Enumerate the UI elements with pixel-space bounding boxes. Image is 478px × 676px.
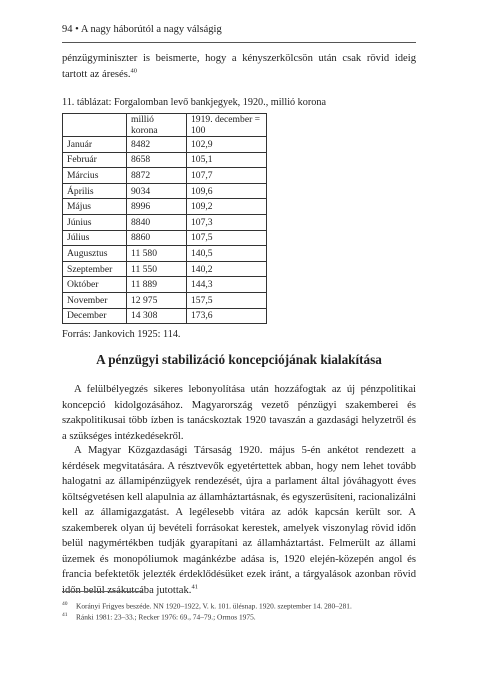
month-cell: Február [63, 152, 127, 168]
month-cell: Június [63, 214, 127, 230]
value-cell: 8840 [127, 214, 187, 230]
month-cell: Október [63, 277, 127, 293]
month-cell: Szeptember [63, 261, 127, 277]
month-cell: Május [63, 199, 127, 215]
banknotes-table [62, 113, 267, 324]
index-cell: 140,5 [187, 246, 267, 262]
table-row [63, 137, 267, 153]
month-cell: Március [63, 168, 127, 184]
header-rule [62, 42, 416, 43]
month-cell: November [63, 292, 127, 308]
index-cell: 157,5 [187, 292, 267, 308]
table-row [63, 292, 267, 308]
table-header-cell: millió korona [127, 114, 187, 137]
index-cell: 109,6 [187, 183, 267, 199]
month-cell: Július [63, 230, 127, 246]
value-cell: 8872 [127, 168, 187, 184]
table-header-cell: 1919. december = 100 [187, 114, 267, 137]
footnote-text: Ránki 1981: 23–33.; Recker 1976: 69., 74–79.; Ormos 1975. [76, 612, 256, 622]
value-cell: 8482 [127, 137, 187, 153]
footnote-number: 41 [62, 612, 68, 618]
table-source: Forrás: Jankovich 1925: 114. [62, 329, 181, 340]
table-row [63, 277, 267, 293]
table-row [63, 230, 267, 246]
month-cell: December [63, 308, 127, 324]
table-row [63, 308, 267, 324]
index-cell: 105,1 [187, 152, 267, 168]
month-cell: Augusztus [63, 246, 127, 262]
table-row [63, 214, 267, 230]
table-caption: 11. táblázat: Forgalomban levő bankjegyek, 1920., millió korona [62, 97, 326, 108]
month-cell: Január [63, 137, 127, 153]
value-cell: 9034 [127, 183, 187, 199]
intro-paragraph-text: pénzügyminiszter is beismerte, hogy a kényszerkölcsön után csak rövid ideig tartott az áresés. [62, 53, 416, 80]
table-row [63, 261, 267, 277]
table-row [63, 246, 267, 262]
value-cell: 11 580 [127, 246, 187, 262]
footnote-rule [62, 591, 142, 592]
month-cell: Április [63, 183, 127, 199]
table-body [63, 137, 267, 324]
footnote-text: Korányi Frigyes beszéde. NN 1920–1922, V. k. 101. ülésnap. 1920. szeptember 14. 280–281. [76, 601, 352, 611]
table-row [63, 199, 267, 215]
index-cell: 102,9 [187, 137, 267, 153]
table-header-cell [63, 114, 127, 137]
running-head: 94 • A nagy háborútól a nagy válságig [62, 24, 222, 35]
value-cell: 11 550 [127, 261, 187, 277]
body-paragraph-2-text: A Magyar Közgazdasági Társaság 1920. május 5-én ankétot rendezett a kérdések megvitatására. A résztvevők egyetértettek abban, hogy nem lehet tovább halogatni az államipénzügyek rendezését, újra a parlament által jóváhagyott éves költségvetésen kell alapulnia az államháztartásnak, és egyszerűsíteni, racionalizálni kell az államigazgatást. A legélesebb vitára az adók kapcsán került sor. A szakemberek olyan új bevételi forrásokat kerestek, amelyek viszonylag rövid időn belül nagymértékben tudják gyarapítani az államháztartást. Felmerült az állami üzemek és monopóliumok magánkézbe adása is, 1920 elején-közepén angol és francia befektetők jelezték érdeklődésüket ezek iránt, a tárgyalások azonban rövid időn belül zsákutcába jutottak. [62, 445, 416, 596]
footnote-number: 40 [62, 601, 68, 607]
index-cell: 173,6 [187, 308, 267, 324]
table-row [63, 152, 267, 168]
value-cell: 8658 [127, 152, 187, 168]
footnote-ref-40[interactable]: 40 [130, 66, 138, 74]
value-cell: 12 975 [127, 292, 187, 308]
index-cell: 140,2 [187, 261, 267, 277]
table-row [63, 168, 267, 184]
table-header-row [63, 114, 267, 137]
footnote-ref-41[interactable]: 41 [191, 582, 198, 590]
index-cell: 107,3 [187, 214, 267, 230]
body-paragraph-1: A felülbélyegzés sikeres lebonyolítása után hozzáfogtak az új pénzpolitikai koncepció kidolgozásához. Magyarország vezető pénzügyi szakemberei és szakpolitikusai több ízben is tanácskoztak 1920 tavaszán a gazdasági helyzetről és a szükséges intézkedésekről. [62, 384, 416, 442]
index-cell: 109,2 [187, 199, 267, 215]
index-cell: 107,5 [187, 230, 267, 246]
footnote-41 [62, 610, 256, 622]
index-cell: 107,7 [187, 168, 267, 184]
value-cell: 14 308 [127, 308, 187, 324]
intro-paragraph [62, 51, 416, 82]
body-paragraph-2 [62, 443, 416, 598]
index-cell: 144,3 [187, 277, 267, 293]
table-row [63, 183, 267, 199]
value-cell: 8860 [127, 230, 187, 246]
value-cell: 8996 [127, 199, 187, 215]
value-cell: 11 889 [127, 277, 187, 293]
section-title: A pénzügyi stabilizáció koncepciójának kialakítása [96, 352, 382, 367]
